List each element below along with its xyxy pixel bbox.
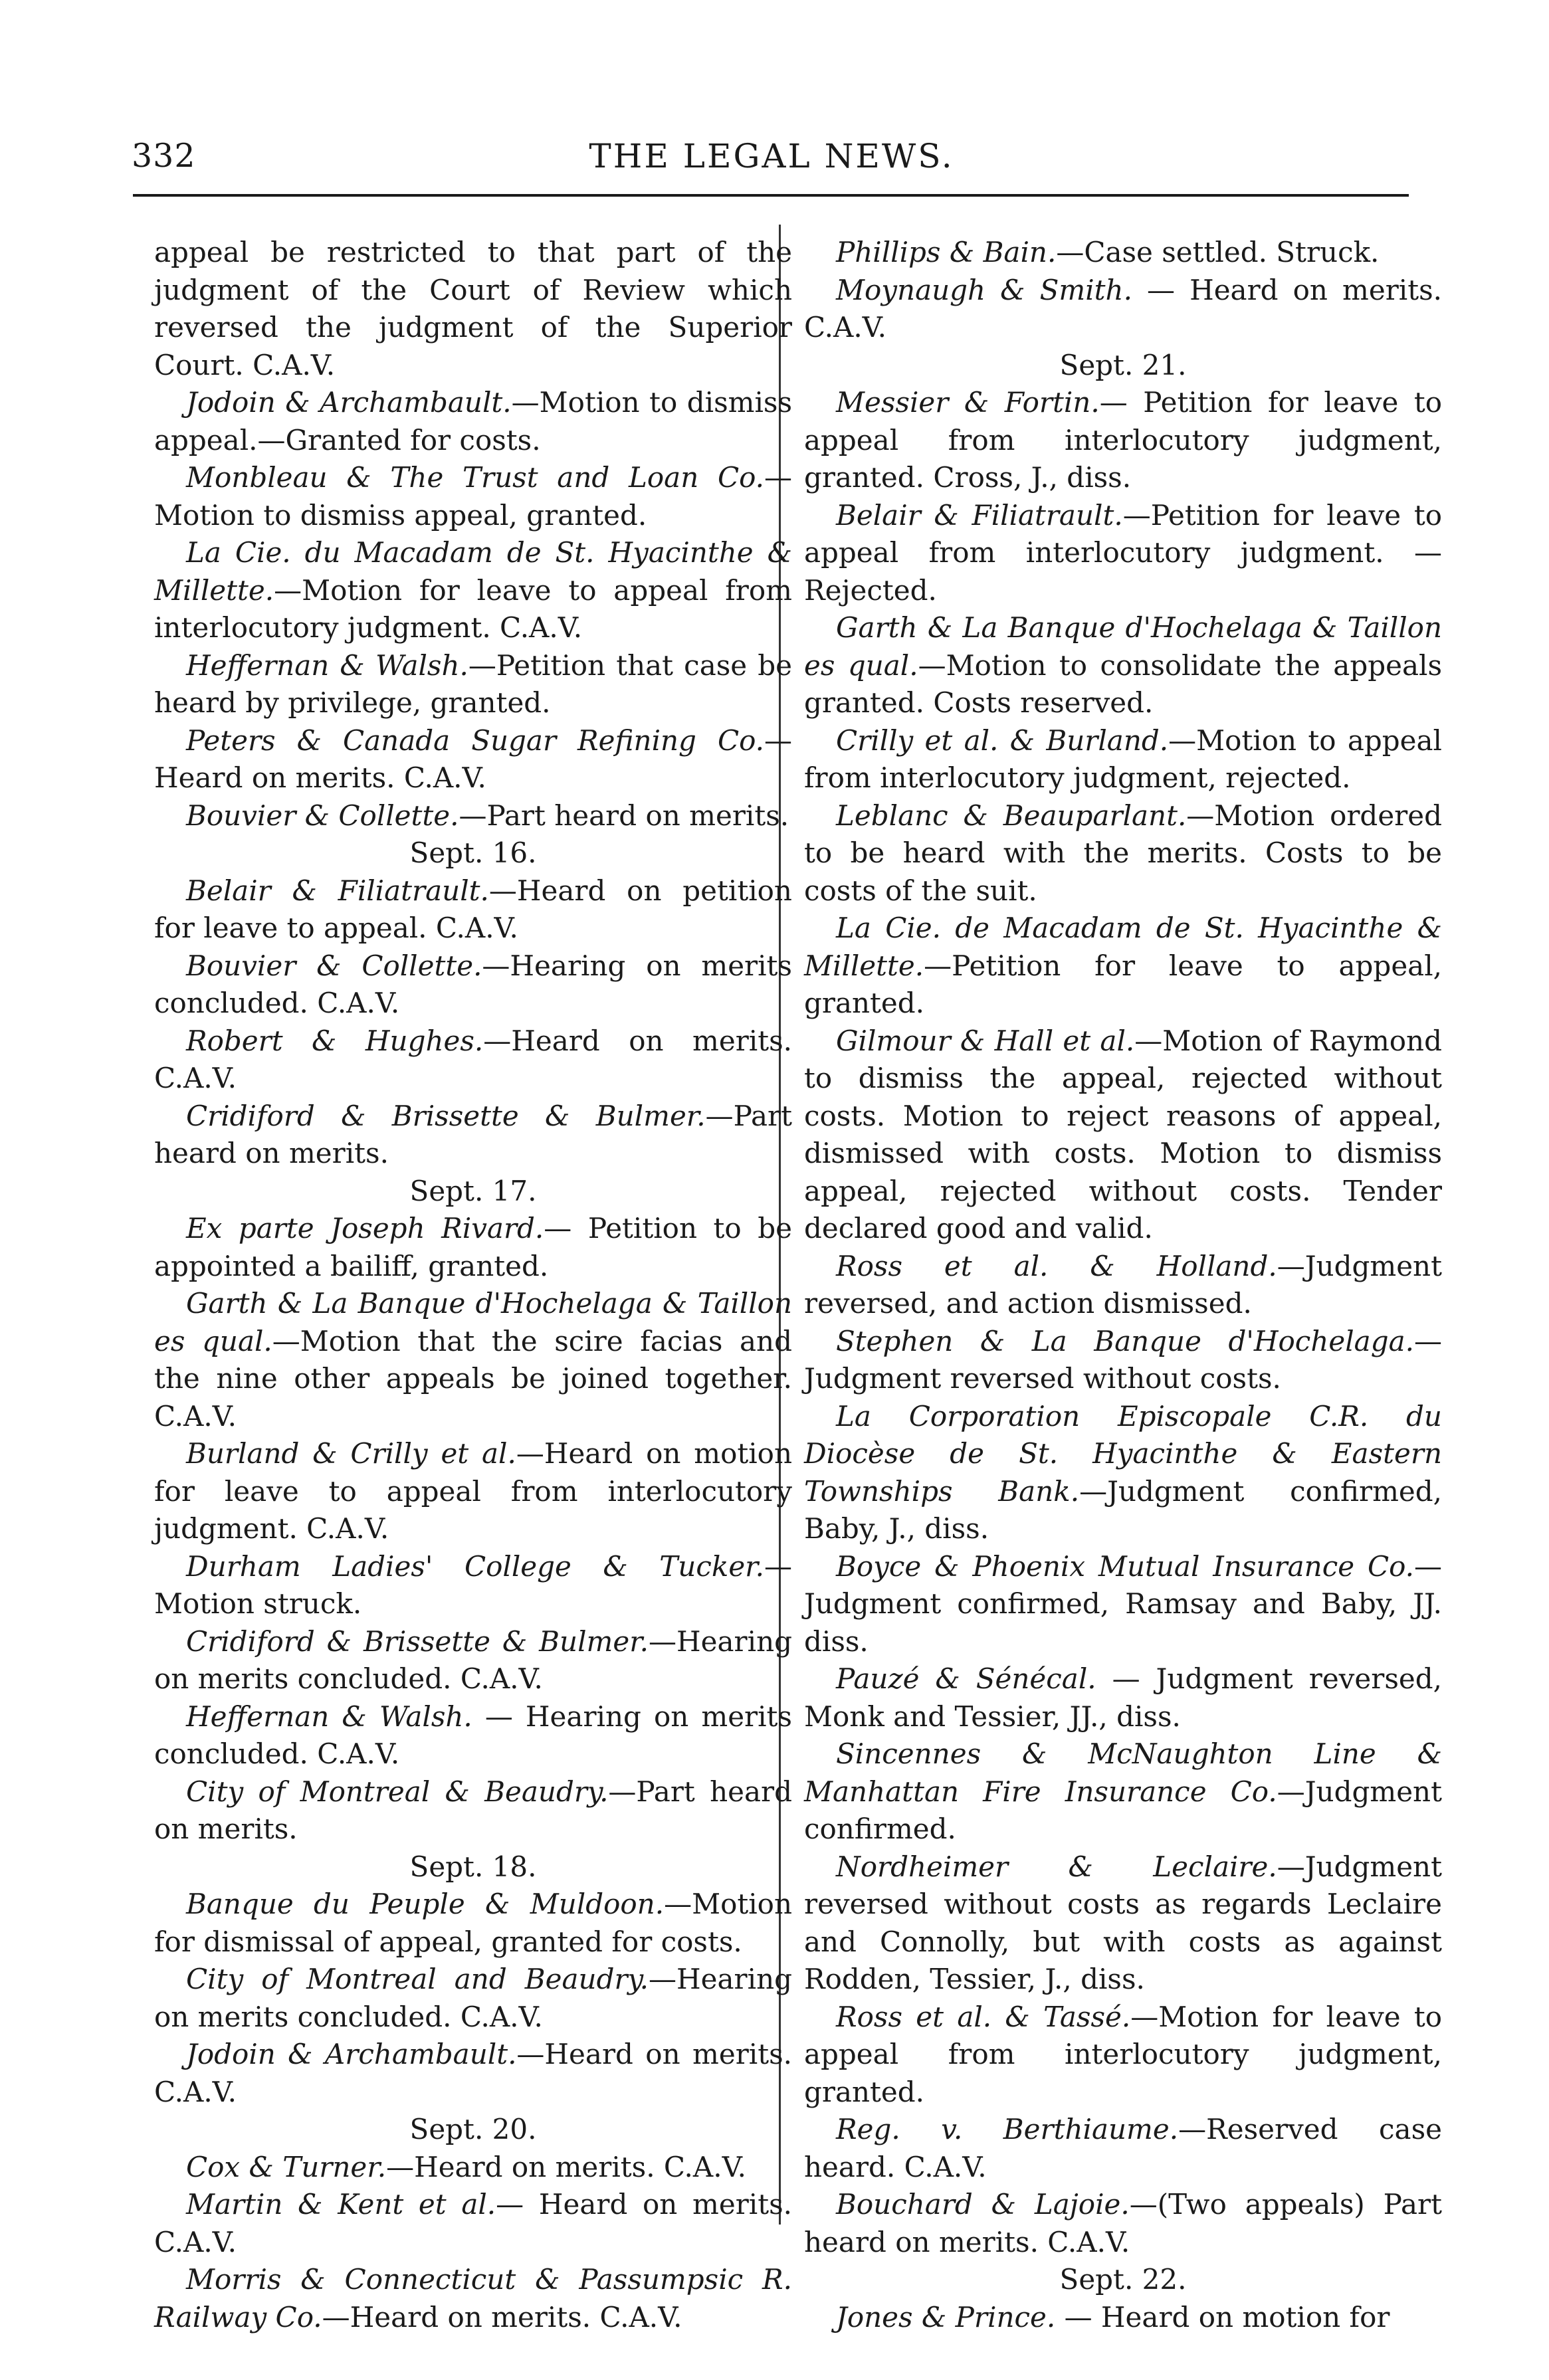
docket-entry (154, 1698, 792, 1773)
entry-text: —Judgment reversed without costs. (804, 1324, 1442, 1395)
entry-text: —Petition for leave to appeal from interlocutory judgment. — Rejected. (804, 498, 1442, 607)
docket-entry (154, 1098, 792, 1173)
case-name: Heffernan & Walsh. (186, 648, 468, 682)
docket-entry (804, 1023, 1442, 1248)
entry-text: —Heard on merits. C.A.V. (154, 724, 792, 794)
date-heading: Sept. 17. (409, 1174, 537, 1207)
right-column (804, 234, 1442, 2336)
entry-text: —Reserved case heard. C.A.V. (804, 2113, 1442, 2183)
case-name: Monbleau & The Trust and Loan Co. (186, 461, 764, 494)
case-name: Leblanc & Beauparlant. (836, 799, 1187, 832)
case-name: City of Montreal & Beaudry. (186, 1775, 609, 1808)
date-heading: Sept. 20. (409, 2113, 537, 2145)
entry-text: —Motion for leave to appeal from interlocutory judgment. C.A.V. (154, 573, 792, 644)
case-name: La Cie. de Macadam de St. Hyacinthe & Millette. (804, 912, 1442, 982)
docket-entry (154, 1886, 792, 1961)
case-name: Belair & Filiatrault. (836, 498, 1123, 532)
docket-entry (804, 1735, 1442, 1848)
case-name: Messier & Fortin. (836, 386, 1100, 419)
case-name: Gilmour & Hall et al. (836, 1024, 1135, 1057)
case-name: Cridiford & Brissette & Bulmer. (186, 1625, 649, 1658)
docket-entry (154, 1023, 792, 1098)
docket-entry (154, 1773, 792, 1848)
docket-entry (804, 1548, 1442, 1661)
case-name: Stephen & La Banque d'Hochelaga. (836, 1324, 1414, 1357)
entry-text: —Judgment confirmed, Ramsay and Baby, JJ. diss. (804, 1549, 1442, 1658)
entry-text: — Heard on motion for (1055, 2300, 1390, 2333)
case-name: Bouvier & Collette. (186, 949, 482, 982)
docket-entry (154, 2036, 792, 2111)
case-name: Cridiford & Brissette & Bulmer. (186, 1099, 706, 1132)
docket-entry (804, 609, 1442, 722)
docket-entry (154, 722, 792, 797)
case-name: Belair & Filiatrault. (186, 874, 489, 907)
case-name: Heffernan & Walsh. (186, 1700, 472, 1733)
entry-text: — Heard on merits. C.A.V. (154, 2188, 792, 2258)
case-name: Jones & Prince. (836, 2300, 1056, 2333)
case-name: Robert & Hughes. (186, 1024, 484, 1057)
case-name: Bouvier & Collette. (186, 799, 459, 832)
date-heading: Sept. 21. (1059, 348, 1187, 381)
entry-text: —Judgment reversed without costs as regards Leclaire and Connolly, but with costs as against Rodden, Tessier, J., diss. (804, 1850, 1442, 1995)
entry-text: —Heard on merits. C.A.V. (322, 2300, 682, 2333)
case-name: Bouchard & Lajoie. (836, 2188, 1130, 2221)
docket-entry (804, 1248, 1442, 1323)
entry-text: —Hearing on merits concluded. C.A.V. (154, 949, 792, 1019)
entry-text: —Motion to consolidate the appeals granted. Costs reserved. (804, 648, 1442, 719)
entry-text: —Hearing on merits concluded. C.A.V. (154, 1963, 792, 2033)
docket-entry (154, 1623, 792, 1698)
case-name: Ex parte Joseph Rivard. (186, 1212, 544, 1244)
entry-text: — Judgment reversed, Monk and Tessier, JJ., diss. (804, 1662, 1442, 1733)
page-number: 332 (132, 137, 196, 175)
case-name: Ross et al. & Holland. (836, 1249, 1277, 1282)
running-title: THE LEGAL NEWS. (589, 137, 954, 175)
docket-entry (154, 534, 792, 647)
docket-entry (804, 1660, 1442, 1735)
entry-text: —Hearing on merits concluded. C.A.V. (154, 1625, 792, 1695)
case-name: Garth & La Banque d'Hochelaga & Taillon es qual. (154, 1287, 792, 1357)
case-name: Nordheimer & Leclaire. (836, 1850, 1277, 1883)
entry-text: —Part heard on merits. (459, 799, 789, 832)
entry-text: —Motion for leave to appeal from interlocutory judgment, granted. (804, 2000, 1442, 2108)
entry-text: —Heard on motion for leave to appeal from interlocutory judgment. C.A.V. (154, 1437, 793, 1545)
docket-entry (154, 1548, 792, 1623)
entry-text: —Case settled. Struck. (1056, 236, 1380, 268)
docket-entry (804, 1999, 1442, 2112)
docket-entry (154, 384, 792, 459)
docket-entry (804, 384, 1442, 497)
docket-entry (154, 947, 792, 1023)
docket-entry (804, 910, 1442, 1023)
entry-text: —Heard on petition for leave to appeal. C.A.V. (154, 874, 792, 944)
case-name: Banque du Peuple & Muldoon. (186, 1888, 665, 1920)
case-name: Jodoin & Archambault. (186, 386, 512, 419)
entry-text: —Motion for dismissal of appeal, granted for costs. (154, 1888, 792, 1958)
docket-entry (154, 1961, 792, 2036)
case-name: Cox & Turner. (186, 2150, 387, 2183)
docket-entry (804, 722, 1442, 797)
page-header (132, 137, 1411, 183)
date-heading: Sept. 22. (1059, 2263, 1187, 2296)
case-name: Garth & La Banque d'Hochelaga & Taillon es qual. (804, 611, 1442, 682)
docket-entry (804, 234, 1442, 272)
entry-text: —Judgment reversed, and action dismissed. (804, 1249, 1442, 1320)
docket-entry (154, 872, 792, 947)
entry-text: —Heard on merits. C.A.V. (154, 2038, 792, 2108)
docket-entry (154, 1285, 792, 1435)
case-name: Martin & Kent et al. (186, 2188, 496, 2221)
case-name: La Cie. du Macadam de St. Hyacinthe & Millette. (154, 536, 792, 607)
docket-entry (154, 797, 792, 835)
entry-text: — Heard on merits. C.A.V. (804, 273, 1442, 344)
docket-entry (804, 2111, 1442, 2186)
docket-entry (804, 797, 1442, 910)
entry-text: —Motion of Raymond to dismiss the appeal, rejected without costs. Motion to reject reasons of appeal, dismissed with costs. Motion to dismiss appeal, rejected without costs. Tender declared good and valid. (804, 1024, 1442, 1244)
docket-entry (154, 459, 792, 534)
docket-entry (804, 1398, 1442, 1548)
docket-entry (154, 2186, 792, 2261)
header-rule (133, 194, 1409, 197)
entry-text: —Motion struck. (154, 1549, 792, 1620)
docket-entry (154, 647, 792, 722)
docket-entry (804, 1323, 1442, 1398)
entry-text: —Motion to dismiss appeal.—Granted for costs. (154, 386, 792, 456)
entry-text: —Petition for leave to appeal, granted. (804, 949, 1442, 1019)
docket-entry (154, 1210, 792, 1285)
entry-text: —Motion to dismiss appeal, granted. (154, 461, 792, 532)
entry-text: —Judgment confirmed, Baby, J., diss. (804, 1474, 1442, 1545)
case-name: Phillips & Bain. (836, 236, 1057, 268)
case-name: City of Montreal and Beaudry. (186, 1963, 649, 1995)
case-name: Crilly et al. & Burland. (836, 724, 1169, 757)
entry-text: —Part heard on merits. (154, 1775, 792, 1845)
case-name: Sincennes & McNaughton Line & Manhattan Fire Insurance Co. (804, 1737, 1442, 1808)
case-name: Moynaugh & Smith. (836, 273, 1132, 306)
entry-text: — Hearing on merits concluded. C.A.V. (154, 1700, 792, 1770)
entry-text: —Motion to appeal from interlocutory judgment, rejected. (804, 724, 1442, 794)
case-name: Boyce & Phoenix Mutual Insurance Co. (836, 1549, 1414, 1583)
case-name: Burland & Crilly et al. (186, 1437, 516, 1470)
entry-text: — Petition to be appointed a bailiff, granted. (154, 1212, 792, 1282)
docket-entry (154, 2261, 792, 2336)
case-name: Reg. v. Berthiaume. (836, 2113, 1179, 2145)
left-column (154, 234, 792, 2336)
entry-text: —Heard on merits. C.A.V. (386, 2150, 746, 2183)
entry-text: appeal be restricted to that part of the judgment of the Court of Review which reversed the judgment of the Superior Court. C.A.V. (154, 236, 792, 381)
docket-entry (804, 497, 1442, 610)
date-heading: Sept. 16. (409, 837, 537, 869)
case-name: Jodoin & Archambault. (186, 2038, 517, 2070)
entry-text: —Part heard on merits. (154, 1099, 792, 1169)
case-name: Ross et al. & Tassé. (836, 2000, 1131, 2033)
docket-entry (154, 1435, 792, 1548)
docket-entry (804, 2299, 1442, 2337)
case-name: Morris & Connecticut & Passumpsic R. Railway Co. (154, 2263, 792, 2333)
entry-text: —Motion that the scire facias and the nine other appeals be joined together. C.A.V. (154, 1324, 792, 1433)
case-name: Peters & Canada Sugar Refining Co. (186, 724, 764, 757)
entry-text: — Petition for leave to appeal from interlocutory judgment, granted. Cross, J., diss. (804, 386, 1442, 494)
docket-entry (804, 2186, 1442, 2261)
docket-entry (154, 2149, 792, 2187)
docket-entry (804, 272, 1442, 347)
case-name: Durham Ladies' College & Tucker. (186, 1549, 764, 1583)
entry-text: —Petition that case be heard by privilege, granted. (154, 648, 793, 719)
case-name: La Corporation Episcopale C.R. du Diocèse de St. Hyacinthe & Eastern Townships Bank. (804, 1399, 1442, 1508)
docket-entry (804, 1848, 1442, 1999)
entry-text: —Motion ordered to be heard with the merits. Costs to be costs of the suit. (804, 799, 1442, 907)
entry-text: —Judgment confirmed. (804, 1775, 1442, 1845)
entry-text: —(Two appeals) Part heard on merits. C.A.V. (804, 2188, 1442, 2258)
case-name: Pauzé & Sénécal. (836, 1662, 1096, 1695)
docket-entry (154, 234, 792, 384)
entry-text: —Heard on merits. C.A.V. (154, 1024, 792, 1094)
date-heading: Sept. 18. (409, 1850, 537, 1883)
